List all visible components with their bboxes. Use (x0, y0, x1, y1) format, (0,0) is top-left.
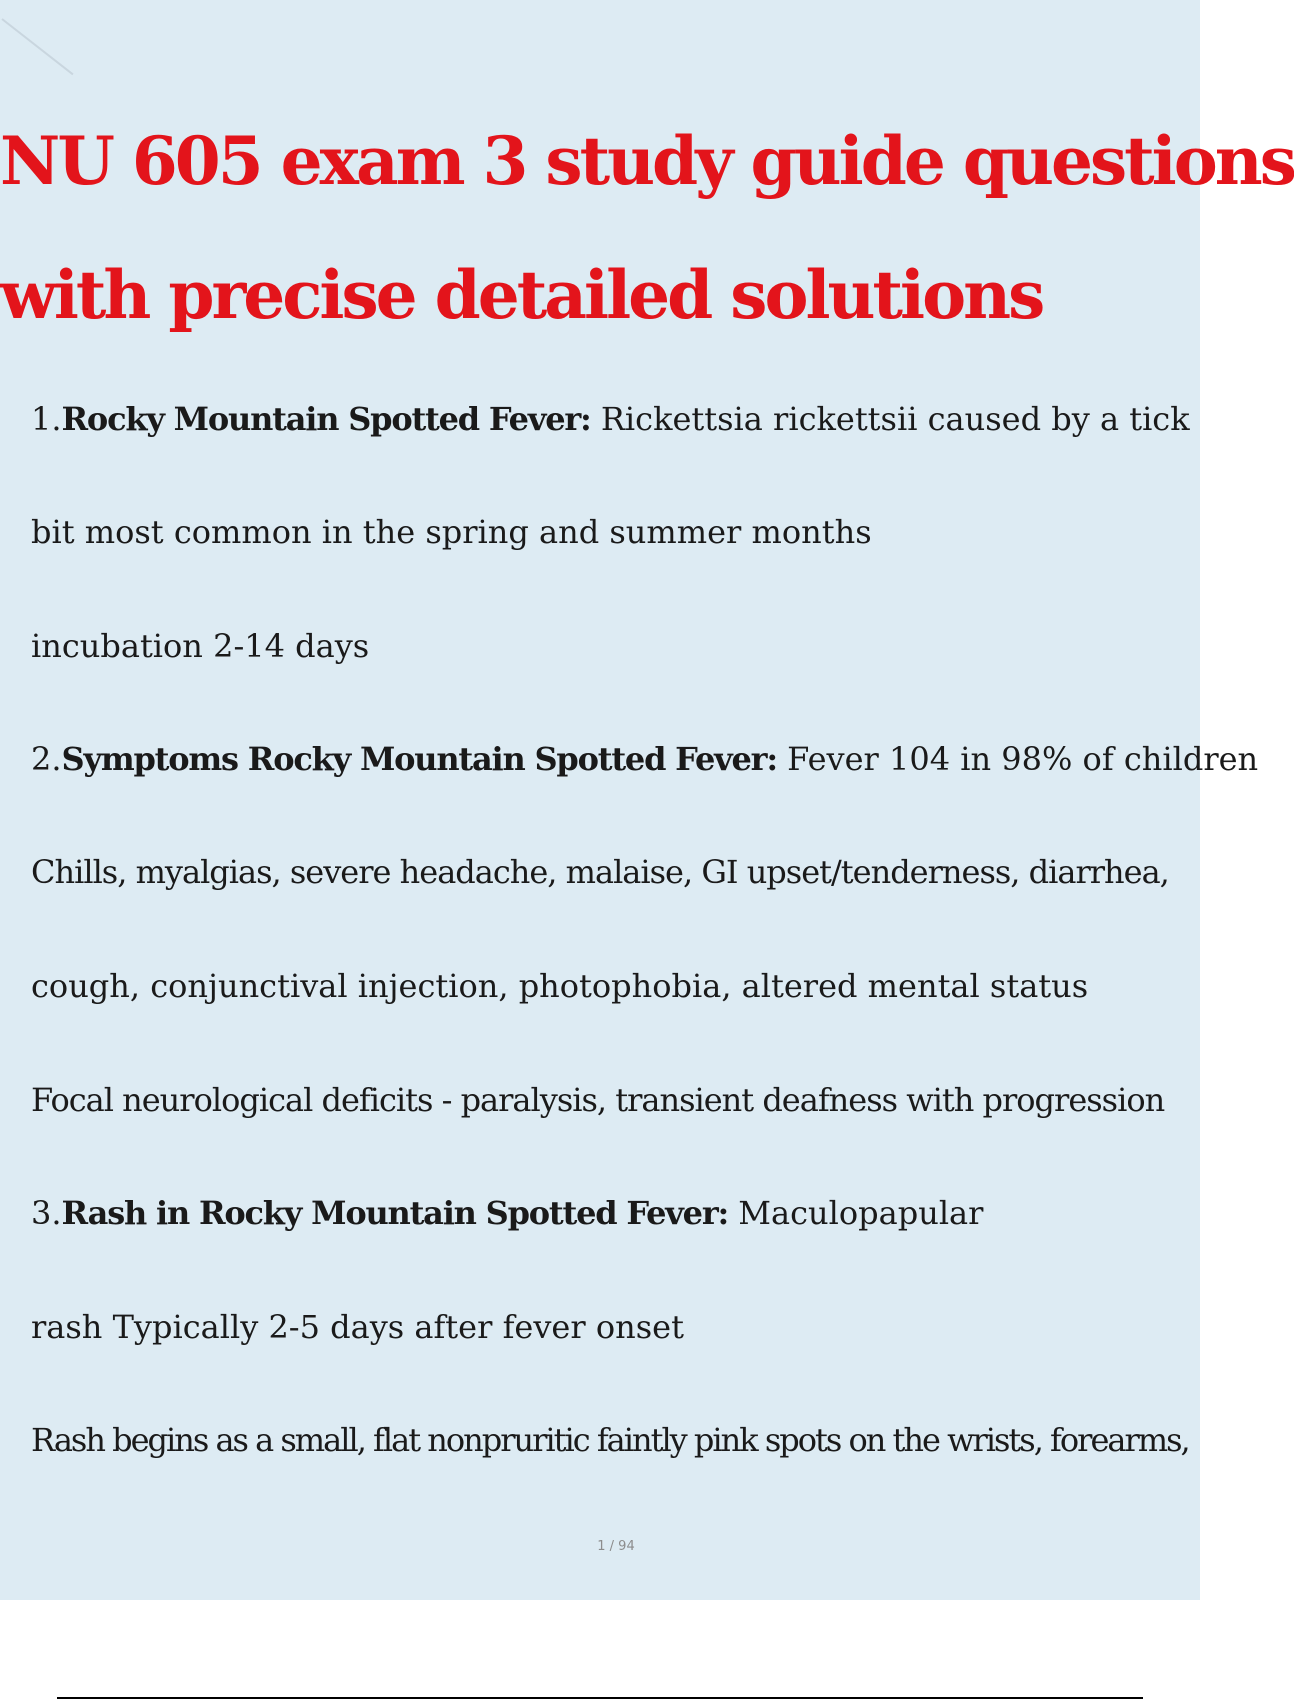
item-3-text-line: Rash begins as a small, flat nonpruritic faintly pink spots on the wrists, forearms, (31, 1421, 1189, 1459)
item-term: Rocky Mountain Spotted Fever: (61, 400, 591, 438)
item-definition: Rickettsia rickettsii caused by a tick (590, 400, 1190, 438)
item-2-text-line: Chills, myalgias, severe headache, malaise, GI upset/tenderness, diarrhea, (31, 853, 1169, 891)
item-2-heading (31, 740, 1259, 778)
page-corner-mark (1, 18, 73, 75)
item-definition: Maculopapular (728, 1194, 984, 1232)
item-1-text-line: bit most common in the spring and summer months (31, 513, 872, 551)
document-title-line-2: with precise detailed solutions (0, 256, 1043, 334)
item-1-heading (31, 400, 1190, 438)
item-1-text-line: incubation 2-14 days (31, 627, 370, 665)
item-number: 3. (31, 1194, 62, 1232)
item-2-text-line: Focal neurological deficits - paralysis, transient deafness with progression (31, 1081, 1165, 1119)
item-term: Symptoms Rocky Mountain Spotted Fever: (61, 740, 777, 778)
document-title-line-1: NU 605 exam 3 study guide questions (0, 122, 1294, 200)
item-term: Rash in Rocky Mountain Spotted Fever: (61, 1194, 729, 1232)
item-3-heading (31, 1194, 984, 1232)
page-indicator: 1 / 94 (597, 1539, 635, 1554)
item-3-text-line: rash Typically 2-5 days after fever onset (31, 1308, 684, 1346)
page-separator-rule (57, 1697, 1143, 1699)
item-2-text-line: cough, conjunctival injection, photophobia, altered mental status (31, 967, 1089, 1005)
item-definition: Fever 104 in 98% of children (776, 740, 1259, 778)
item-number: 1. (31, 400, 62, 438)
item-number: 2. (31, 740, 62, 778)
